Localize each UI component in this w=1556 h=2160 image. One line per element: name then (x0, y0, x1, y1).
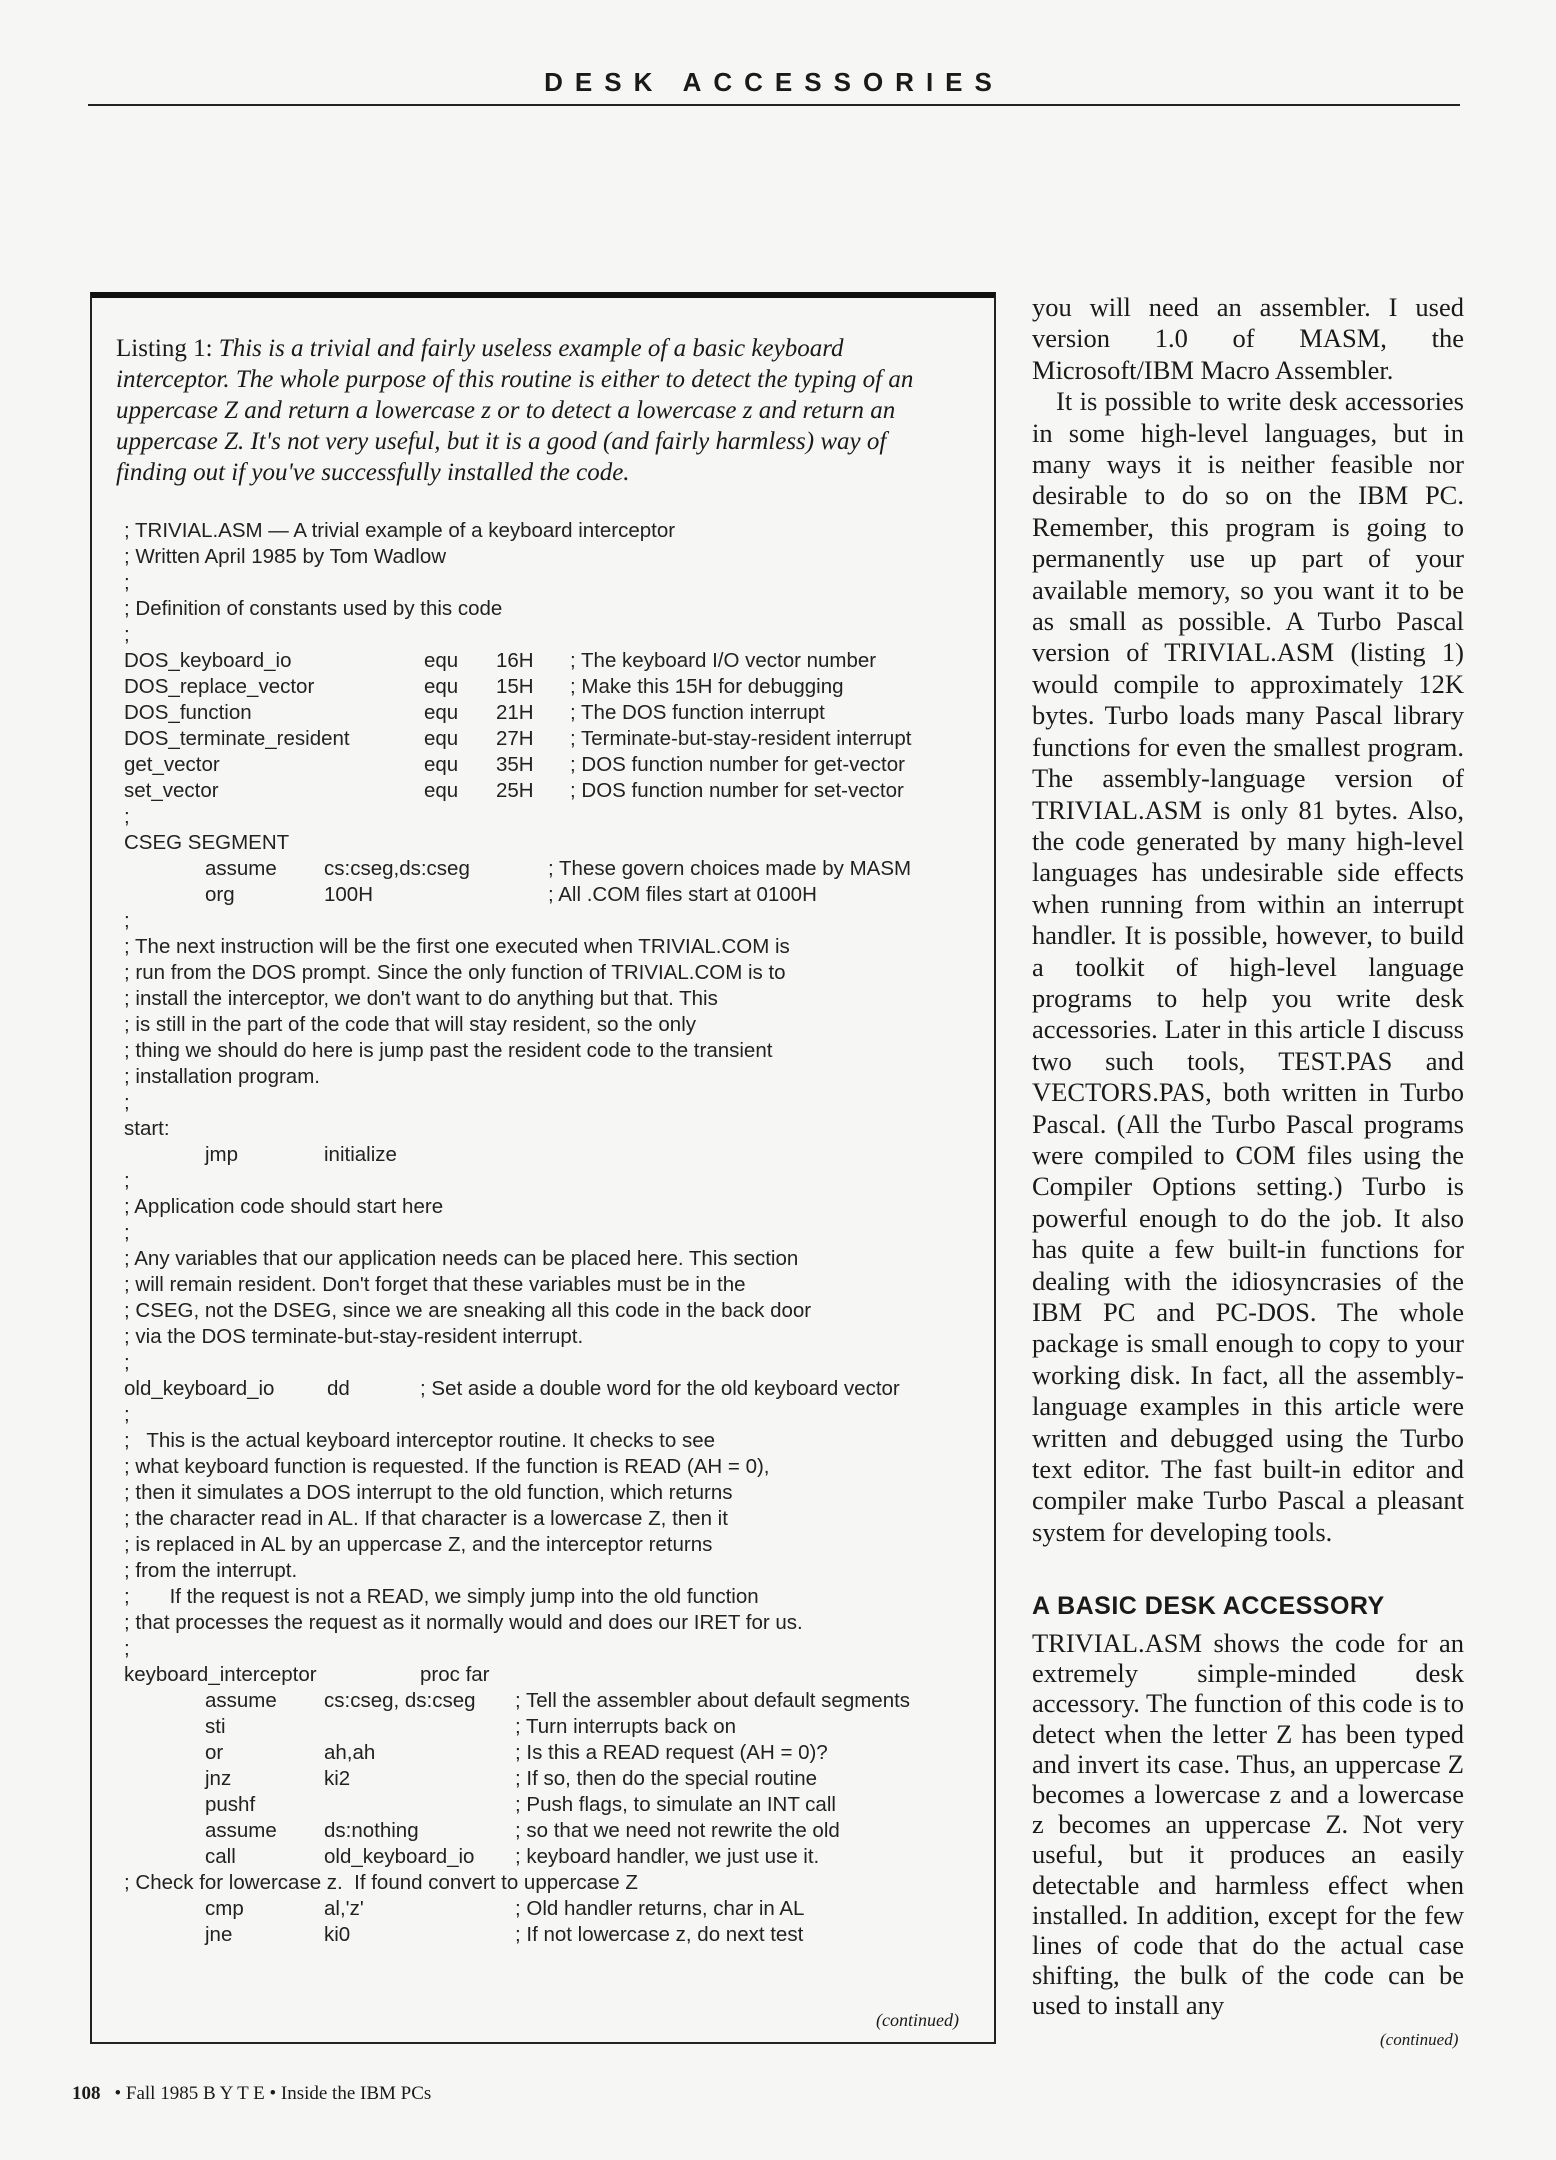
code-line: ; (124, 1403, 130, 1426)
instruction-comment: ; Is this a READ request (AH = 0)? (515, 1741, 828, 1764)
body-paragraph: you will need an assembler. I used version 1.0 of MASM, the Microsoft/IBM Macro Assembler. (1032, 292, 1464, 385)
equate-name: set_vector (124, 779, 219, 802)
instruction-comment: ; Old handler returns, char in AL (515, 1897, 805, 1920)
equate-op: equ (424, 727, 459, 750)
equate-value: 16H (496, 649, 534, 672)
equate-comment: ; Terminate-but-stay-resident interrupt (570, 727, 912, 750)
listing-caption (116, 333, 956, 488)
code-line: ; the character read in AL. If that character is a lowercase Z, then it (124, 1507, 728, 1530)
code-line: ; that processes the request as it normally would and does our IRET for us. (124, 1611, 803, 1634)
code-line: ; (124, 805, 130, 828)
equate-comment: ; The keyboard I/O vector number (570, 649, 877, 672)
equate-op: equ (424, 649, 459, 672)
code-line: ; run from the DOS prompt. Since the only function of TRIVIAL.COM is to (124, 961, 786, 984)
code-line: ; (124, 571, 130, 594)
instruction-comment: ; If so, then do the special routine (515, 1767, 817, 1790)
code-line: ; CSEG, not the DSEG, since we are sneaking all this code in the back door (124, 1299, 812, 1322)
listing-caption-text: This is a trivial and fairly useless example of a basic keyboard interceptor. The whole purpose of this routine is either to detect the typing of an uppercase Z and return a lowercase z or to detect a lowercase z and return an uppercase Z. It's not very useful, but it is a good (and fairly harmless) way of finding out if you've successfully installed the code. (116, 335, 914, 486)
equate-name: DOS_replace_vector (124, 675, 315, 698)
body-paragraph: It is possible to write desk accessories in some high-level languages, but in many ways it is neither feasible nor desirable to do so on the IBM PC. Remember, this program is going to permanently use up part of your available memory, so you want it to be as small as possible. A Turbo Pascal version of TRIVIAL.ASM (listing 1) would compile to approximately 12K bytes. Turbo loads many Pascal library functions for even the smallest program. The assembly-language version of TRIVIAL.ASM is only 81 bytes. Also, the code generated by many high-level languages has undesirable side effects when running from within an interrupt handler. It is possible, however, to build a toolkit of high-level language programs to help you write desk accessories. Later in this article I discuss two such tools, TEST.PAS and VECTORS.PAS, both written in Turbo Pascal. (All the Turbo Pascal programs were compiled to COM files using the Compiler Options setting.) Turbo is powerful enough to do the job. It also has quite a few built-in functions for dealing with the idiosyncrasies of the IBM PC and PC-DOS. The whole package is small enough to copy to your working disk. In fact, all the assembly-language examples in this article were written and debugged using the Turbo text editor. The fast built-in editor and compiler make Turbo Pascal a pleasant system for developing tools. (1032, 386, 1464, 1547)
equate-comment: ; The DOS function interrupt (570, 701, 825, 724)
code-line: ; is still in the part of the code that will stay resident, so the only (124, 1013, 697, 1036)
body-column-top (1032, 292, 1464, 1548)
instruction-comment: ; Tell the assembler about default segments (515, 1689, 911, 1712)
code-line: ; is replaced in AL by an uppercase Z, and the interceptor returns (124, 1533, 713, 1556)
instruction-arg: old_keyboard_io (324, 1845, 475, 1868)
instruction-comment: ; Turn interrupts back on (515, 1715, 737, 1738)
instruction-comment: ; so that we need not rewrite the old (515, 1819, 840, 1842)
body-continued: (continued) (1380, 2030, 1459, 2049)
code-line: ; installation program. (124, 1065, 320, 1088)
equate-comment: ; DOS function number for set-vector (570, 779, 904, 802)
instruction-op: sti (205, 1715, 226, 1738)
code-line: ; Application code should start here (124, 1195, 444, 1218)
instruction-arg: cs:cseg, ds:cseg (324, 1689, 476, 1712)
instruction-op: assume (205, 1819, 277, 1842)
directive-op: org (205, 883, 235, 906)
code-line: ; (124, 1221, 130, 1244)
proc-op: proc far (420, 1663, 490, 1686)
segment-line: CSEG SEGMENT (124, 831, 290, 854)
code-line: ; then it simulates a DOS interrupt to the old function, which returns (124, 1481, 733, 1504)
instruction-op: jnz (205, 1767, 232, 1790)
code-line: ; Any variables that our application needs can be placed here. This section (124, 1247, 799, 1270)
code-line: ; (124, 1091, 130, 1114)
code-line: ; via the DOS terminate-but-stay-resident interrupt. (124, 1325, 584, 1348)
instruction-op: or (205, 1741, 224, 1764)
footer-text: • Fall 1985 B Y T E • Inside the IBM PCs (114, 2083, 432, 2104)
instruction-op: cmp (205, 1897, 244, 1920)
variable-name: old_keyboard_io (124, 1377, 275, 1400)
code-line: ; from the interrupt. (124, 1559, 298, 1582)
code-line: ; thing we should do here is jump past the resident code to the transient (124, 1039, 773, 1062)
equate-value: 27H (496, 727, 534, 750)
listing-label: Listing 1: (116, 335, 213, 362)
variable-op: dd (327, 1377, 350, 1400)
equate-name: get_vector (124, 753, 220, 776)
instruction-op: call (205, 1845, 236, 1868)
code-line: ; (124, 909, 130, 932)
instruction-arg: initialize (324, 1143, 397, 1166)
directive-op: assume (205, 857, 277, 880)
instruction-op: jmp (205, 1143, 239, 1166)
instruction-arg: al,'z' (324, 1897, 364, 1920)
section-heading: A BASIC DESK ACCESSORY (1032, 1592, 1385, 1620)
code-line: ; Definition of constants used by this code (124, 597, 503, 620)
equate-comment: ; DOS function number for get-vector (570, 753, 905, 776)
code-line: ; The next instruction will be the first one executed when TRIVIAL.COM is (124, 935, 790, 958)
directive-arg: cs:cseg,ds:cseg (324, 857, 470, 880)
body-paragraph: TRIVIAL.ASM shows the code for an extremely simple-minded desk accessory. The function of this code is to detect when the letter Z has been typed and invert its case. Thus, an uppercase Z becomes a lowercase z and a lowercase z becomes an uppercase Z. Not very useful, but it produces an easily detectable and harmless effect when installed. In addition, except for the few lines of code that do the actual case shifting, the bulk of the code can be used to install any (1032, 1628, 1464, 2021)
listing-continued: (continued) (876, 2010, 959, 2030)
equate-name: DOS_terminate_resident (124, 727, 350, 750)
instruction-op: pushf (205, 1793, 256, 1816)
label-line: start: (124, 1117, 170, 1140)
code-line: ; (124, 1351, 130, 1374)
equate-op: equ (424, 675, 459, 698)
proc-name: keyboard_interceptor (124, 1663, 317, 1686)
equate-op: equ (424, 753, 459, 776)
variable-comment: ; Set aside a double word for the old keyboard vector (420, 1377, 900, 1400)
running-header: DESK ACCESSORIES (544, 67, 1004, 97)
instruction-arg: ki2 (324, 1767, 351, 1790)
code-line: ; If the request is not a READ, we simply jump into the old function (124, 1585, 759, 1608)
page-number: 108 (72, 2083, 101, 2104)
equate-op: equ (424, 701, 459, 724)
directive-comment: ; All .COM files start at 0100H (548, 883, 817, 906)
code-line: ; (124, 1169, 130, 1192)
equate-comment: ; Make this 15H for debugging (570, 675, 844, 698)
equate-value: 21H (496, 701, 534, 724)
instruction-op: jne (205, 1923, 233, 1946)
code-line: ; This is the actual keyboard interceptor routine. It checks to see (124, 1429, 716, 1452)
instruction-arg: ds:nothing (324, 1819, 419, 1842)
instruction-comment: ; keyboard handler, we just use it. (515, 1845, 820, 1868)
code-line: ; Written April 1985 by Tom Wadlow (124, 545, 447, 568)
code-line: ; will remain resident. Don't forget that these variables must be in the (124, 1273, 746, 1296)
code-line: ; what keyboard function is requested. If the function is READ (AH = 0), (124, 1455, 770, 1478)
code-line: ; install the interceptor, we don't want to do anything but that. This (124, 987, 718, 1010)
directive-arg: 100H (324, 883, 374, 906)
equate-name: DOS_function (124, 701, 252, 724)
instruction-comment: ; If not lowercase z, do next test (515, 1923, 804, 1946)
instruction-comment: ; Push flags, to simulate an INT call (515, 1793, 836, 1816)
equate-name: DOS_keyboard_io (124, 649, 292, 672)
instruction-arg: ah,ah (324, 1741, 376, 1764)
equate-value: 15H (496, 675, 534, 698)
instruction-arg: ki0 (324, 1923, 351, 1946)
page-footer (72, 2083, 431, 2105)
header-rule (88, 104, 1460, 106)
equate-value: 25H (496, 779, 534, 802)
code-line: ; (124, 623, 130, 646)
equate-value: 35H (496, 753, 534, 776)
code-line: ; TRIVIAL.ASM — A trivial example of a keyboard interceptor (124, 519, 676, 542)
code-line: ; (124, 1637, 130, 1660)
directive-comment: ; These govern choices made by MASM (548, 857, 912, 880)
instruction-op: assume (205, 1689, 277, 1712)
equate-op: equ (424, 779, 459, 802)
code-line: ; Check for lowercase z. If found convert to uppercase Z (124, 1871, 638, 1894)
